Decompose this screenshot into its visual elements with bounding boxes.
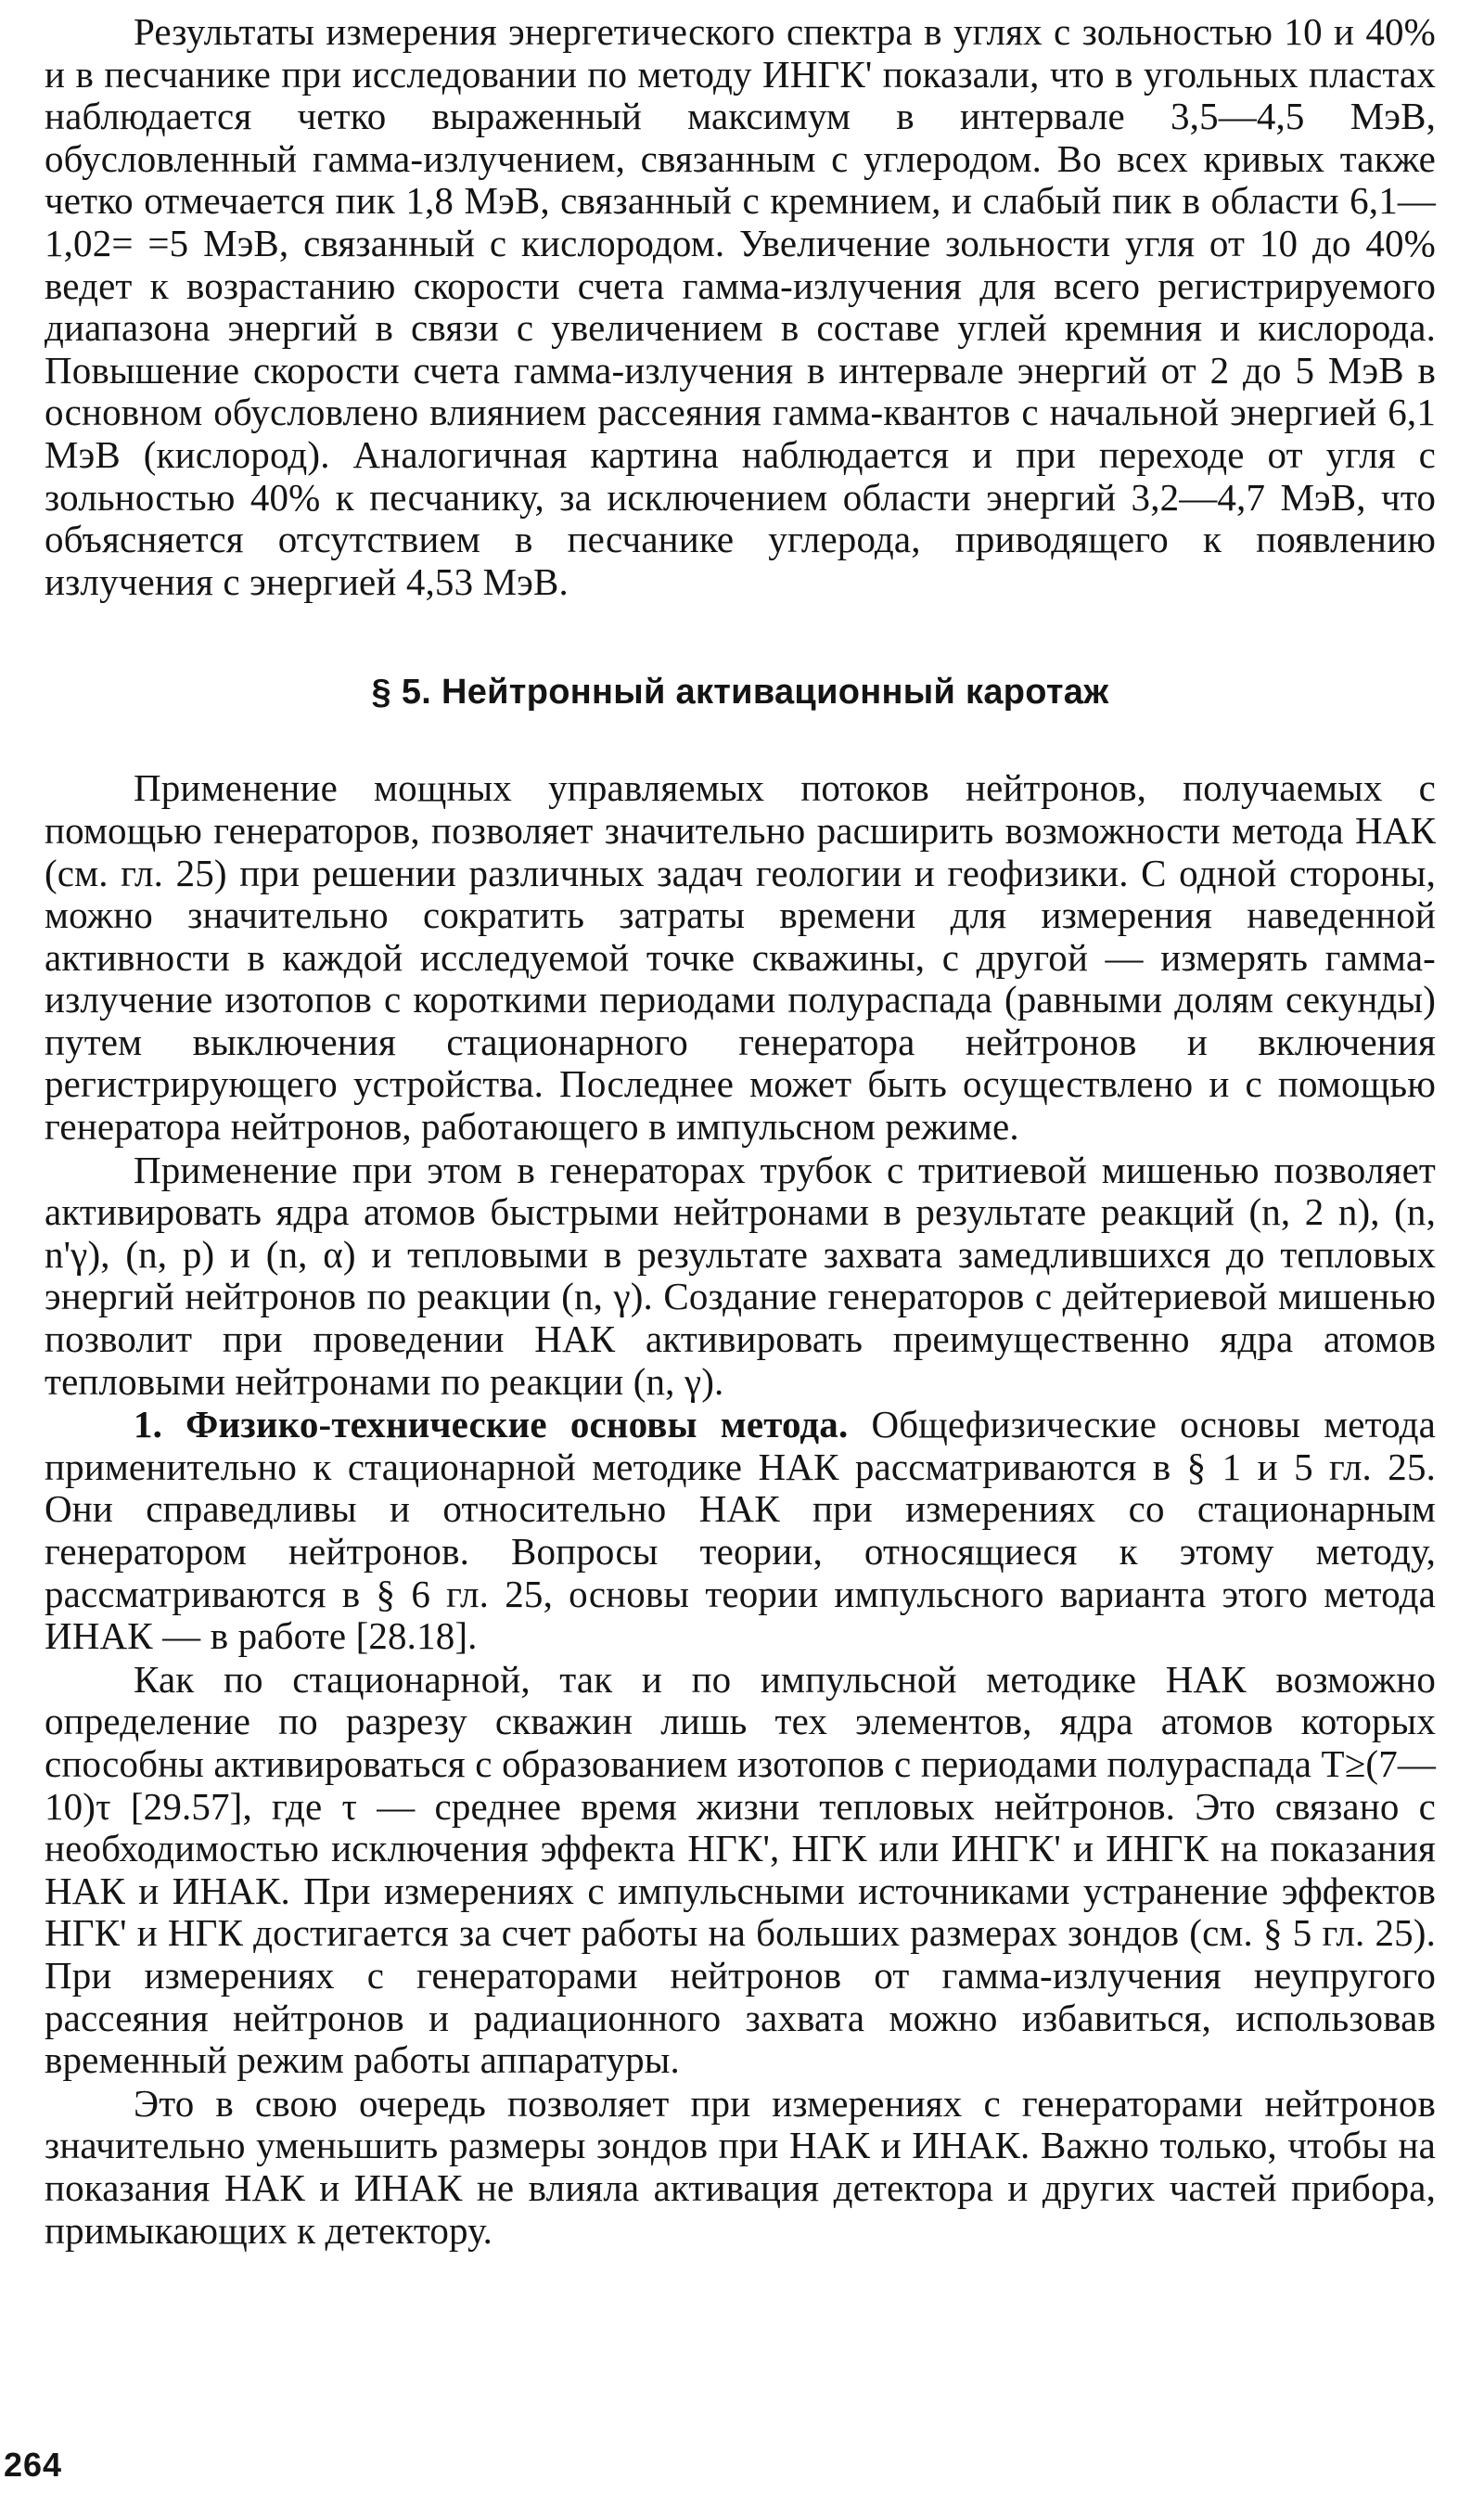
body-paragraph: Применение при этом в генераторах трубок с тритиевой мишенью позволяет активировать ядра атомов быстрыми нейтронами в результате реакций (n, 2 n), (n, n'γ), (n, p) и (n, α) и тепловыми в результате захвата замедлившихся до тепловых энергий нейтронов по реакции (n, γ). Создание генераторов с дейтериевой мишенью позволит при проведении НАК активировать преимущественно ядра атомов тепловыми нейтронами по реакции (n, γ). <box>45 1148 1436 1403</box>
page-number: 264 <box>4 2446 63 2484</box>
body-paragraph: Применение мощных управляемых потоков нейтронов, получаемых с помощью генераторов, позволяет значительно расширить возможности метода НАК (см. гл. 25) при решении различных задач геологии и геофизики. С одной стороны, можно значительно сократить затраты времени для измерения наведенной активности в каждой исследуемой точке скважины, с другой — измерять гамма-излучение изотопов с короткими периодами полураспада (равными долям секунды) путем выключения стационарного генератора нейтронов и включения регистрирующего устройства. Последнее может быть осуществлено и с помощью генератора нейтронов, работающего в импульсном режиме. <box>45 766 1436 1149</box>
text-column <box>45 11 1436 2252</box>
section-heading: § 5. Нейтронный активационный каротаж <box>371 673 1109 713</box>
numbered-item-lead: 1. Физико-технические основы метода. <box>134 1403 849 1446</box>
numbered-item-text: Общефизические основы метода применительно к стационарной методике НАК рассматриваются в § 1 и 5 гл. 25. Они справедливы и относительно НАК при измерениях со стационарным генератором нейтронов. Вопросы теории, относящиеся к этому методу, рассматриваются в § 6 гл. 25, основы теории импульсного варианта этого метода ИНАК — в работе [28.18]. <box>45 1403 1436 1658</box>
numbered-item-paragraph <box>45 1404 1436 1658</box>
body-paragraph: Как по стационарной, так и по импульсной методике НАК возможно определение по разрезу скважин лишь тех элементов, ядра атомов которых способны активироваться с образованием изотопов с периодами полураспада T≥(7—10)τ [29.57], где τ — среднее время жизни тепловых нейтронов. Это связано с необходимостью исключения эффекта НГК', НГК или ИНГК' и ИНГК на показания НАК и ИНАК. При измерениях с импульсными источниками устранение эффектов НГК' и НГК достигается за счет работы на больших размерах зондов (см. § 5 гл. 25). При измерениях с генераторами нейтронов от гамма-излучения неупругого рассеяния нейтронов и радиационного захвата можно избавиться, использовав временный режим работы аппаратуры. <box>45 1657 1436 2082</box>
intro-paragraph: Результаты измерения энергетического спектра в углях с зольностью 10 и 40% и в песчанике при исследовании по методу ИНГК' показали, что в угольных пластах наблюдается четко выраженный максимум в интервале 3,5—4,5 МэВ, обусловленный гамма-излучением, связанным с углеродом. Во всех кривых также четко отмечается пик 1,8 МэВ, связанный с кремнием, и слабый пик в области 6,1—1,02= =5 МэВ, связанный с кислородом. Увеличение зольности угля от 10 до 40% ведет к возрастанию скорости счета гамма-излучения для всего регистрируемого диапазона энергий в связи с увеличением в составе углей кремния и кислорода. Повышение скорости счета гамма-излучения в интервале энергий от 2 до 5 МэВ в основном обусловлено влиянием рассеяния гамма-квантов с начальной энергией 6,1 МэВ (кислород). Аналогичная картина наблюдается и при переходе от угля с зольностью 40% к песчанику, за исключением области энергий 3,2—4,7 МэВ, что объясняется отсутствием в песчанике углерода, приводящего к появлению излучения с энергией 4,53 МэВ. <box>45 10 1436 603</box>
section-heading-block <box>45 671 1436 713</box>
body-paragraph: Это в свою очередь позволяет при измерениях с генераторами нейтронов значительно уменьшить размеры зондов при НАК и ИНАК. Важно только, чтобы на показания НАК и ИНАК не влияла активация детектора и других частей прибора, примыкающих к детектору. <box>45 2081 1436 2252</box>
